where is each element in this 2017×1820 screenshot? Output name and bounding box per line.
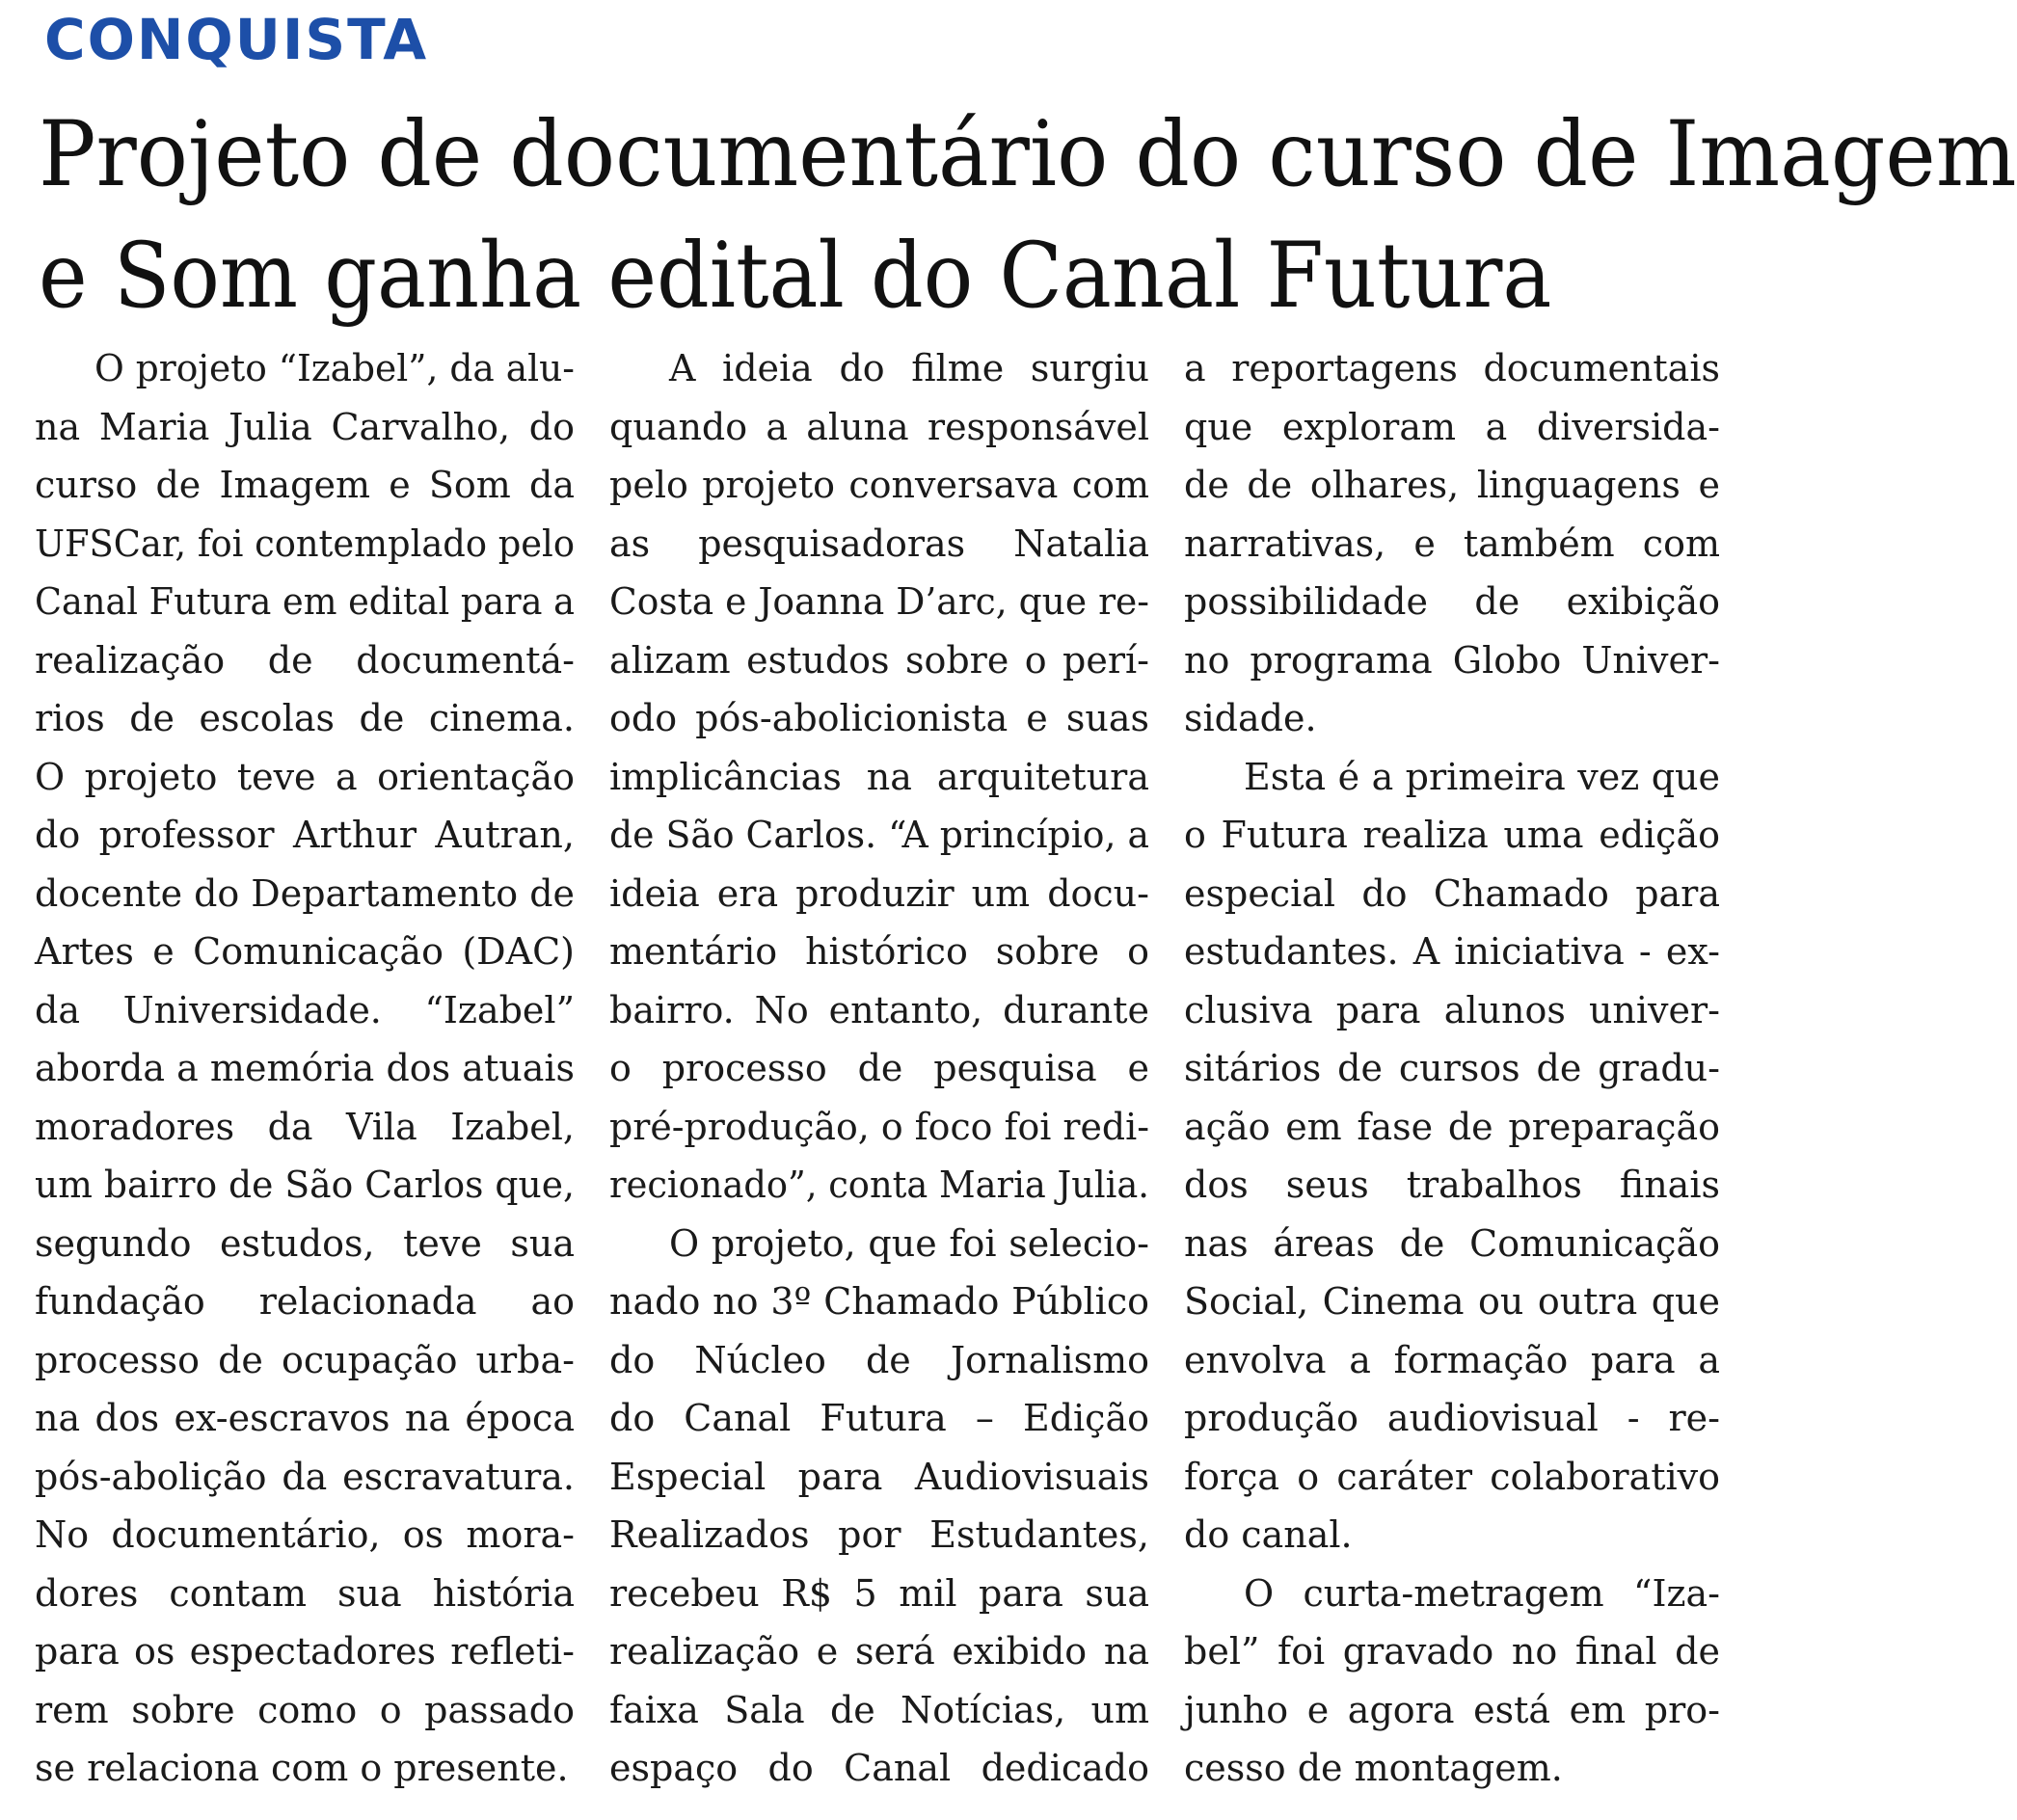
text-line: Canal Futura em edital para a (35, 580, 575, 623)
text-line: possibilidade de exibição (1184, 580, 1720, 623)
article-column-2 (609, 339, 1149, 1798)
text-line: junho e agora está em pro- (1184, 1688, 1720, 1731)
text-line: implicâncias na arquitetura (609, 755, 1149, 798)
text-line: pós-abolição da escravatura. (35, 1455, 575, 1498)
text-line: de São Carlos. “A princípio, a (609, 814, 1149, 856)
text-line: recionado”, conta Maria Julia. (609, 1164, 1149, 1206)
text-line: espaço do Canal dedicado (609, 1747, 1149, 1789)
text-line: ação em fase de preparação (1184, 1105, 1720, 1148)
text-line: O curta-metragem “Iza- (1244, 1571, 1720, 1615)
text-line: na Maria Julia Carvalho, do (35, 405, 575, 448)
text-line: rem sobre como o passado (35, 1688, 575, 1731)
text-line: bel” foi gravado no final de (1184, 1630, 1720, 1673)
text-line: dores contam sua história (35, 1571, 575, 1615)
text-line: realização de documentá- (35, 638, 575, 682)
text-line: Costa e Joanna D’arc, que re- (609, 580, 1149, 623)
text-line: as pesquisadoras Natalia (609, 522, 1149, 565)
text-line: para os espectadores refleti- (35, 1630, 575, 1673)
text-line: docente do Departamento de (35, 871, 575, 915)
text-line: O projeto teve a orientação (35, 755, 575, 798)
headline (39, 94, 2017, 337)
text-line: sidade. (1184, 697, 1317, 739)
text-line: Esta é a primeira vez que (1244, 755, 1720, 798)
headline-line-1: Projeto de documentário do curso de Imagem (39, 102, 2017, 207)
text-line: processo de ocupação urba- (35, 1338, 575, 1381)
text-line: do Núcleo de Jornalismo (609, 1338, 1149, 1381)
text-line: narrativas, e também com (1184, 522, 1720, 565)
text-line: produção audiovisual - re- (1184, 1397, 1720, 1439)
text-line: odo pós-abolicionista e suas (609, 697, 1149, 739)
text-line: realização e será exibido na (609, 1630, 1149, 1673)
text-line: cesso de montagem. (1184, 1747, 1563, 1789)
text-line: A ideia do filme surgiu (669, 347, 1149, 389)
text-line: moradores da Vila Izabel, (35, 1105, 575, 1148)
text-line: da Universidade. “Izabel” (35, 988, 575, 1031)
article-column-3 (1184, 339, 1720, 1798)
text-line: pré-produção, o foco foi redi- (609, 1105, 1149, 1148)
text-line: no programa Globo Univer- (1184, 638, 1720, 682)
text-line: faixa Sala de Notícias, um (609, 1688, 1149, 1731)
text-line: curso de Imagem e Som da (35, 464, 575, 506)
text-line: segundo estudos, teve sua (35, 1221, 575, 1265)
text-line: Social, Cinema ou outra que (1184, 1280, 1720, 1323)
text-line: rios de escolas de cinema. (35, 697, 575, 739)
text-line: dos seus trabalhos finais (1184, 1164, 1720, 1206)
text-line: do canal. (1184, 1513, 1353, 1556)
text-line: sitários de cursos de gradu- (1184, 1047, 1720, 1089)
text-line: bairro. No entanto, durante (609, 988, 1149, 1031)
text-line: especial do Chamado para (1184, 871, 1720, 915)
text-line: Especial para Audiovisuais (609, 1455, 1149, 1498)
text-line: envolva a formação para a (1184, 1338, 1720, 1381)
text-line: se relaciona com o presente. (35, 1747, 569, 1789)
headline-line-2: e Som ganha edital do Canal Futura (39, 224, 1552, 329)
article-column-1 (35, 339, 575, 1798)
text-line: ideia era produzir um docu- (609, 871, 1149, 915)
section-kicker: CONQUISTA (44, 7, 429, 72)
text-line: a reportagens documentais (1184, 347, 1720, 389)
text-line: No documentário, os mora- (35, 1513, 575, 1556)
text-line: do Canal Futura – Edição (609, 1397, 1149, 1439)
text-line: fundação relacionada ao (35, 1280, 575, 1323)
text-line: o Futura realiza uma edição (1184, 814, 1720, 856)
text-line: quando a aluna responsável (609, 405, 1149, 448)
text-line: que exploram a diversida- (1184, 405, 1720, 448)
text-line: Realizados por Estudantes, (609, 1513, 1149, 1556)
text-line: nas áreas de Comunicação (1184, 1221, 1720, 1265)
text-line: pelo projeto conversava com (609, 464, 1149, 506)
text-line: O projeto “Izabel”, da alu- (94, 347, 575, 389)
text-line: recebeu R$ 5 mil para sua (609, 1571, 1149, 1615)
text-line: de de olhares, linguagens e (1184, 464, 1720, 506)
text-line: Artes e Comunicação (DAC) (35, 930, 575, 973)
text-line: UFSCar, foi contemplado pelo (35, 522, 575, 565)
text-line: do professor Arthur Autran, (35, 814, 575, 856)
text-line: na dos ex-escravos na época (35, 1397, 575, 1439)
text-line: O projeto, que foi selecio- (669, 1221, 1149, 1265)
text-line: o processo de pesquisa e (609, 1047, 1149, 1089)
text-line: estudantes. A iniciativa - ex- (1184, 930, 1720, 973)
text-line: força o caráter colaborativo (1184, 1455, 1720, 1498)
text-line: aborda a memória dos atuais (35, 1047, 575, 1089)
text-line: mentário histórico sobre o (609, 930, 1149, 973)
text-line: alizam estudos sobre o perí- (609, 638, 1149, 682)
text-line: clusiva para alunos univer- (1184, 988, 1720, 1031)
text-line: um bairro de São Carlos que, (35, 1164, 575, 1206)
text-line: nado no 3º Chamado Público (609, 1280, 1149, 1323)
